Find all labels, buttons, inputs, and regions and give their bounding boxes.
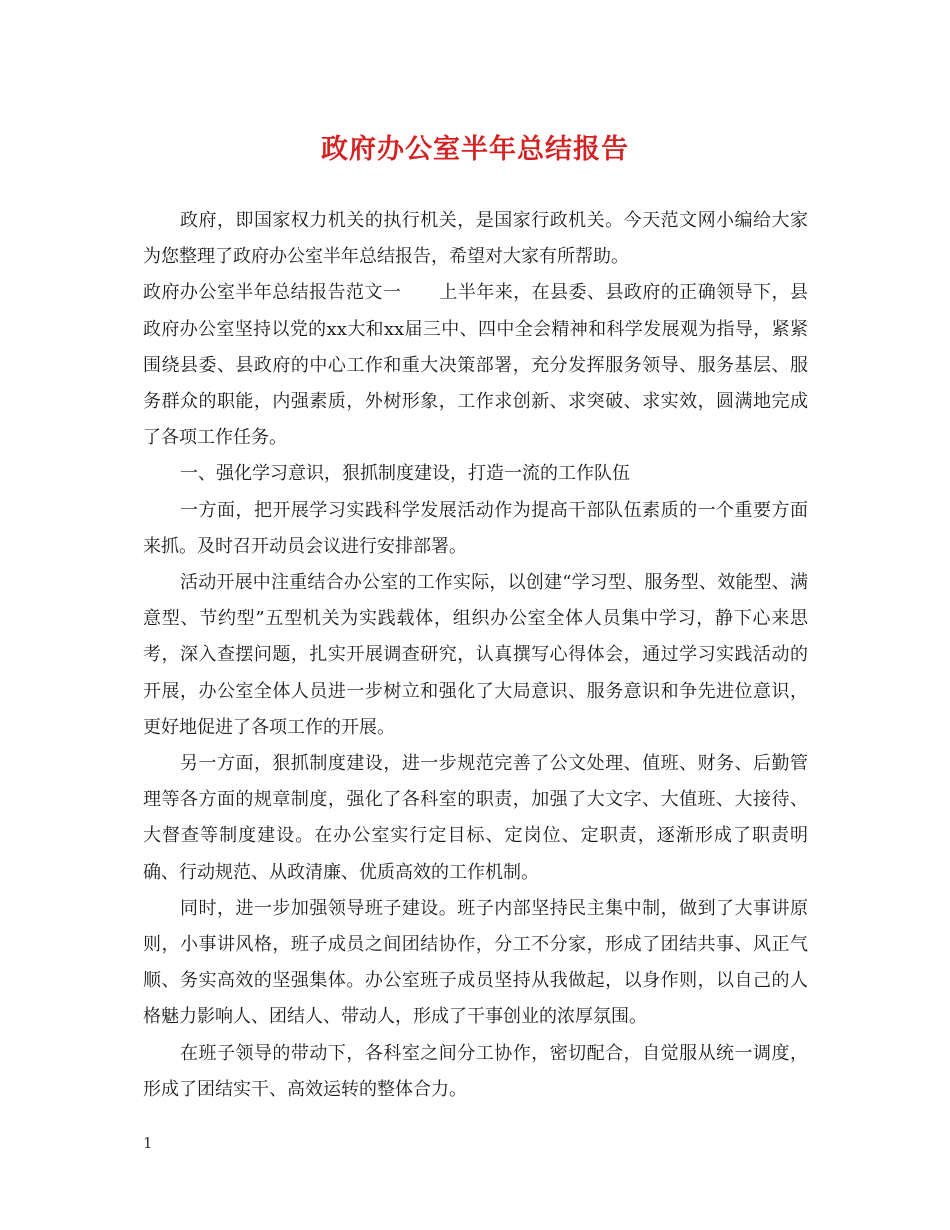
document-title: 政府办公室半年总结报告	[321, 134, 629, 165]
section-paragraph	[143, 275, 808, 456]
body-paragraph: 同时，进一步加强领导班子建设。班子内部坚持民主集中制，做到了大事讲原则，小事讲风格，班子成员之间团结协作，分工不分家，形成了团结共事、风正气顺、务实高效的坚强集体。办公室班子成员坚持从我做起，以身作则，以自己的人格魅力影响人、团结人、带动人，形成了干事创业的浓厚氛围。	[143, 897, 808, 1028]
body-paragraph: 一方面，把开展学习实践科学发展活动作为提高干部队伍素质的一个重要方面来抓。及时召开动员会议进行安排部署。	[143, 499, 808, 557]
section-heading: 政府办公室半年总结报告范文一	[143, 282, 402, 304]
intro-paragraph: 政府，即国家权力机关的执行机关，是国家行政机关。今天范文网小编给大家为您整理了政府办公室半年总结报告，希望对大家有所帮助。	[143, 210, 808, 268]
body-paragraph: 活动开展中注重结合办公室的工作实际，以创建“学习型、服务型、效能型、满意型、节约型”五型机关为实践载体，组织办公室全体人员集中学习，静下心来思考，深入查摆问题，扎实开展调查研究，认真撰写心得体会，通过学习实践活动的开展，办公室全体人员进一步树立和强化了大局意识、服务意识和争先进位意识，更好地促进了各项工作的开展。	[143, 572, 808, 738]
page-number: 1	[143, 1134, 153, 1152]
body-paragraph: 另一方面，狠抓制度建设，进一步规范完善了公文处理、值班、财务、后勤管理等各方面的规章制度，强化了各科室的职责，加强了大文字、大值班、大接待、大督查等制度建设。在办公室实行定目标、定岗位、定职责，逐渐形成了职责明确、行动规范、从政清廉、优质高效的工作机制。	[143, 753, 808, 883]
heading-paragraph: 一、强化学习意识，狠抓制度建设，打造一流的工作队伍	[180, 463, 630, 485]
document-body	[143, 203, 808, 1108]
body-paragraph: 在班子领导的带动下，各科室之间分工协作，密切配合，自觉服从统一调度，形成了团结实干、高效运转的整体合力。	[143, 1042, 808, 1100]
section-text: 上半年来，在县委、县政府的正确领导下，县政府办公室坚持以党的xx大和xx届三中、四中全会精神和科学发展观为指导，紧紧围绕县委、县政府的中心工作和重大决策部署，充分发挥服务领导、服务基层、服务群众的职能，内强素质，外树形象，工作求创新、求突破、求实效，圆满地完成了各项工作任务。	[143, 282, 809, 449]
